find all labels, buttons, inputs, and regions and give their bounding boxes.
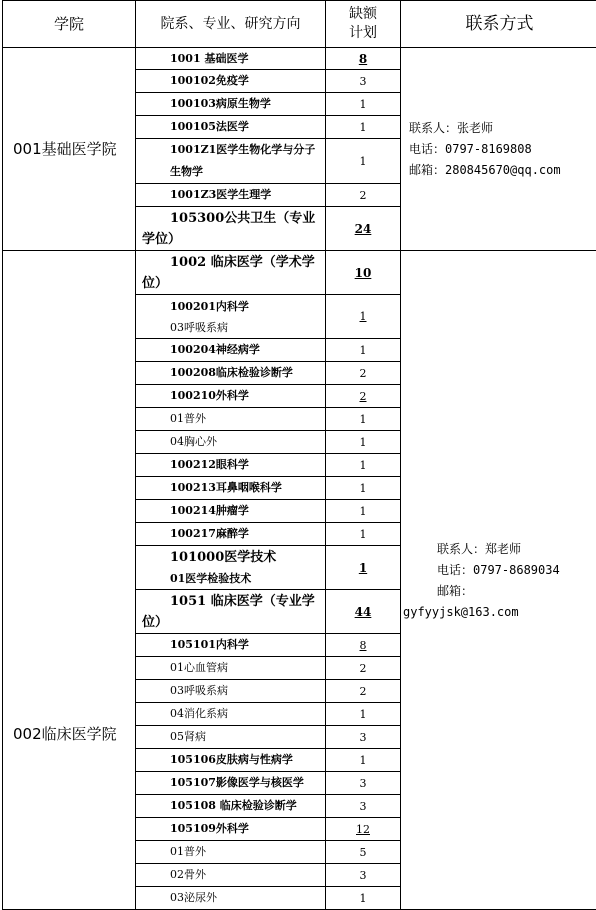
quota-cell: 1: [326, 295, 401, 339]
header-quota: 缺额计划: [326, 1, 401, 48]
major-cell: 100102免疫学: [136, 70, 326, 93]
major-cell: 100210外科学: [136, 385, 326, 408]
quota-cell: 3: [326, 726, 401, 749]
major-cell: 01普外: [136, 841, 326, 864]
contact-email: 邮箱：280845670@qq.com: [409, 160, 596, 181]
major-cell: 100105法医学: [136, 116, 326, 139]
major-cell: 105108 临床检验诊断学: [136, 795, 326, 818]
quota-cell: 1: [326, 408, 401, 431]
quota-cell: 2: [326, 680, 401, 703]
major-cell: 100204神经病学: [136, 339, 326, 362]
quota-cell: 1: [326, 116, 401, 139]
major-cell: 105109外科学: [136, 818, 326, 841]
header-major: 院系、专业、研究方向: [136, 1, 326, 48]
major-cell: 100213耳鼻咽喉科学: [136, 477, 326, 500]
major-cell: 04胸心外: [136, 431, 326, 454]
contact-person: 联系人：张老师: [409, 118, 596, 139]
quota-cell: 1: [326, 454, 401, 477]
quota-cell: 1: [326, 139, 401, 184]
major-cell: 100208临床检验诊断学: [136, 362, 326, 385]
quota-cell: 2: [326, 385, 401, 408]
quota-cell: 3: [326, 772, 401, 795]
quota-cell: 2: [326, 362, 401, 385]
header-contact: 联系方式: [401, 1, 596, 48]
contact-email: gyfyyjsk@163.com: [403, 602, 596, 623]
quota-cell: 8: [326, 634, 401, 657]
major-cell: 05肾病: [136, 726, 326, 749]
contact-cell: [401, 251, 596, 910]
quota-cell: 1: [326, 477, 401, 500]
major-cell: 105300公共卫生（专业学位）: [136, 207, 326, 251]
quota-cell: 5: [326, 841, 401, 864]
major-cell: 105107影像医学与核医学: [136, 772, 326, 795]
header-row: [3, 1, 596, 48]
major-cell: 02骨外: [136, 864, 326, 887]
quota-cell: 1: [326, 546, 401, 590]
contact-phone: 电话：0797-8169808: [409, 139, 596, 160]
quota-cell: 3: [326, 70, 401, 93]
major-cell: 100217麻醉学: [136, 523, 326, 546]
quota-cell: 1: [326, 339, 401, 362]
major-cell: 100214肿瘤学: [136, 500, 326, 523]
major-cell: 01普外: [136, 408, 326, 431]
major-cell: 100212眼科学: [136, 454, 326, 477]
quota-cell: 1: [326, 500, 401, 523]
major-cell: 105101内科学: [136, 634, 326, 657]
major-cell: 03呼吸系病: [136, 680, 326, 703]
quota-cell: 1: [326, 431, 401, 454]
major-cell: 100103病原生物学: [136, 93, 326, 116]
quota-cell: 2: [326, 184, 401, 207]
major-cell: 1001 基础医学: [136, 48, 326, 70]
quota-cell: 24: [326, 207, 401, 251]
major-cell: 101000医学技术 01医学检验技术: [136, 546, 326, 590]
header-school: 学院: [3, 1, 136, 48]
quota-cell: 12: [326, 818, 401, 841]
quota-cell: 1: [326, 887, 401, 910]
admissions-table: [2, 0, 596, 910]
major-cell: 1002 临床医学（学术学位）: [136, 251, 326, 295]
major-cell: 01心血管病: [136, 657, 326, 680]
contact-email-label: 邮箱：: [403, 581, 596, 602]
quota-cell: 1: [326, 523, 401, 546]
major-cell: 100201内科学 03呼吸系病: [136, 295, 326, 339]
school-name: 001基础医学院: [3, 48, 136, 251]
major-cell: 04消化系病: [136, 703, 326, 726]
contact-phone: 电话：0797-8689034: [403, 560, 596, 581]
contact-cell: [401, 48, 596, 251]
major-cell: 1051 临床医学（专业学位）: [136, 590, 326, 634]
quota-cell: 1: [326, 93, 401, 116]
table-row: [3, 251, 596, 295]
contact-person: 联系人：郑老师: [403, 539, 596, 560]
school-name: 002临床医学院: [3, 251, 136, 910]
table-row: [3, 48, 596, 70]
quota-cell: 8: [326, 48, 401, 70]
major-cell: 1001Z1医学生物化学与分子生物学: [136, 139, 326, 184]
quota-cell: 1: [326, 749, 401, 772]
quota-cell: 1: [326, 703, 401, 726]
major-cell: 03泌尿外: [136, 887, 326, 910]
quota-cell: 2: [326, 657, 401, 680]
major-cell: 105106皮肤病与性病学: [136, 749, 326, 772]
major-cell: 1001Z3医学生理学: [136, 184, 326, 207]
quota-cell: 3: [326, 864, 401, 887]
quota-cell: 44: [326, 590, 401, 634]
quota-cell: 10: [326, 251, 401, 295]
quota-cell: 3: [326, 795, 401, 818]
